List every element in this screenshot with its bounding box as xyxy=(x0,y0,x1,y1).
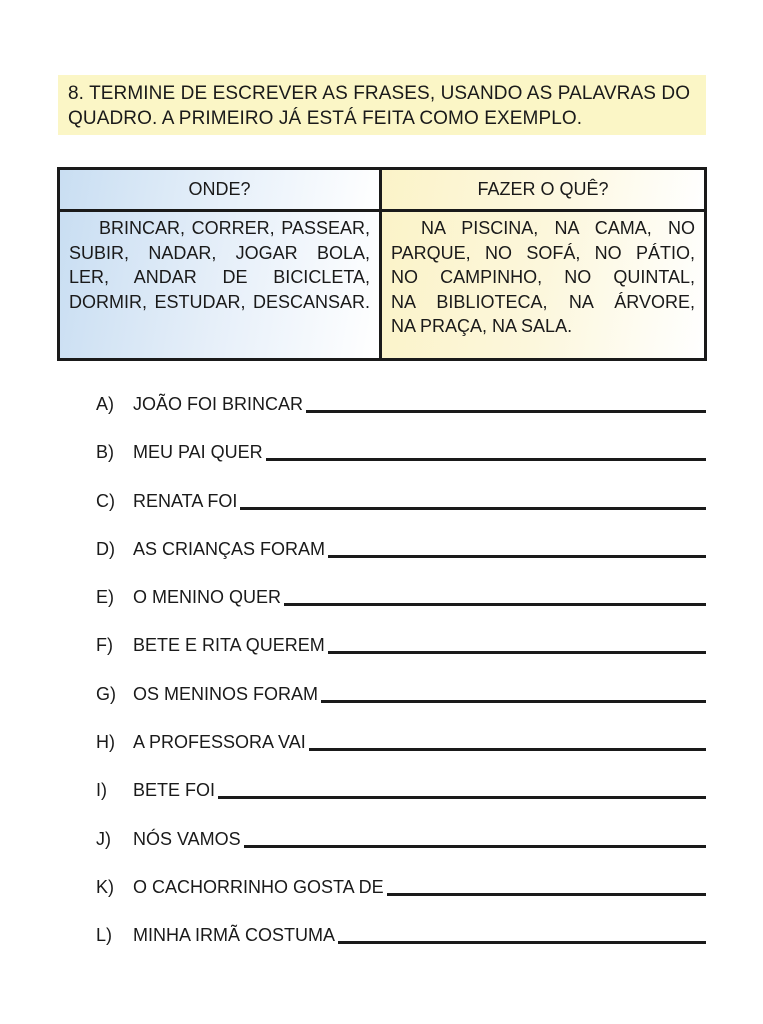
activities-line-3: LER, ANDAR DE BICICLETA, xyxy=(69,267,370,287)
table-cell-activities xyxy=(60,212,382,358)
activities-line-2: SUBIR, NADAR, JOGAR BOLA, xyxy=(69,242,370,263)
item-sentence: NÓS VAMOS xyxy=(133,828,241,849)
instruction-line-2: QUADRO. A PRIMEIRO JÁ ESTÁ FEITA COMO EXEMPLO. xyxy=(68,108,583,129)
places-line-4: NA BIBLIOTECA, NA ÁRVORE, xyxy=(391,291,695,312)
item-letter: C) xyxy=(96,490,115,511)
item-letter: K) xyxy=(96,876,114,897)
item-sentence: AS CRIANÇAS FORAM xyxy=(133,538,326,559)
activities-line-1: BRINCAR, CORRER, PASSEAR, xyxy=(99,218,370,238)
activities-line-4: DORMIR, ESTUDAR, DESCANSAR. xyxy=(69,291,370,312)
item-sentence: A PROFESSORA VAI xyxy=(133,732,306,753)
item-sentence: O MENINO QUER xyxy=(133,587,282,608)
item-sentence: JOÃO FOI BRINCAR xyxy=(133,394,304,414)
places-line-1: NA PISCINA, NA CAMA, NO xyxy=(421,218,695,238)
list-item xyxy=(96,827,706,875)
item-sentence: RENATA FOI xyxy=(133,490,238,511)
item-sentence: BETE FOI xyxy=(133,780,216,801)
answer-blank[interactable] xyxy=(266,440,706,461)
list-item xyxy=(96,923,706,971)
answer-blank[interactable] xyxy=(328,633,706,654)
item-letter: D) xyxy=(96,538,115,559)
item-letter: J) xyxy=(96,828,111,849)
instruction-line-1: 8. TERMINE DE ESCREVER AS FRASES, USANDO AS PALAVRAS DO xyxy=(68,83,691,104)
list-item xyxy=(96,633,706,681)
list-item xyxy=(96,440,706,488)
answer-blank[interactable] xyxy=(306,392,706,413)
item-letter: G) xyxy=(96,683,116,704)
list-item xyxy=(96,392,706,440)
places-line-3: NO CAMPINHO, NO QUINTAL, xyxy=(391,267,695,287)
answer-blank[interactable] xyxy=(284,585,706,606)
answer-blank[interactable] xyxy=(309,730,706,751)
list-item xyxy=(96,682,706,730)
word-table xyxy=(57,167,707,361)
item-letter: E) xyxy=(96,587,114,608)
answer-blank[interactable] xyxy=(387,875,706,896)
item-sentence: MINHA IRMÃ COSTUMA xyxy=(133,925,336,946)
answer-blank[interactable] xyxy=(240,489,706,510)
list-item xyxy=(96,778,706,826)
item-letter: B) xyxy=(96,442,114,463)
list-item xyxy=(96,730,706,778)
answer-blank[interactable] xyxy=(218,778,706,799)
item-letter: A) xyxy=(96,394,114,414)
answer-blank[interactable] xyxy=(328,537,706,558)
item-sentence: OS MENINOS FORAM xyxy=(133,683,319,704)
item-letter: F) xyxy=(96,635,113,656)
item-sentence: BETE E RITA QUEREM xyxy=(133,635,325,656)
item-sentence: O CACHORRINHO GOSTA DE xyxy=(133,876,384,897)
list-item xyxy=(96,585,706,633)
list-item xyxy=(96,489,706,537)
table-cell-places xyxy=(382,212,704,358)
answer-blank[interactable] xyxy=(321,682,706,703)
exercise-instruction xyxy=(58,75,706,135)
item-letter: H) xyxy=(96,732,115,753)
list-item xyxy=(96,537,706,585)
answer-blank[interactable] xyxy=(244,827,706,848)
places-line-5: NA PRAÇA, NA SALA. xyxy=(391,316,573,336)
sentence-list xyxy=(96,392,706,972)
item-letter: I) xyxy=(96,780,107,801)
table-header-fazer: FAZER O QUÊ? xyxy=(382,170,704,212)
item-sentence: MEU PAI QUER xyxy=(133,442,263,463)
answer-blank[interactable] xyxy=(338,923,706,944)
places-line-2: PARQUE, NO SOFÁ, NO PÁTIO, xyxy=(391,242,695,263)
item-letter: L) xyxy=(96,925,113,946)
list-item xyxy=(96,875,706,923)
table-header-onde: ONDE? xyxy=(60,170,382,212)
